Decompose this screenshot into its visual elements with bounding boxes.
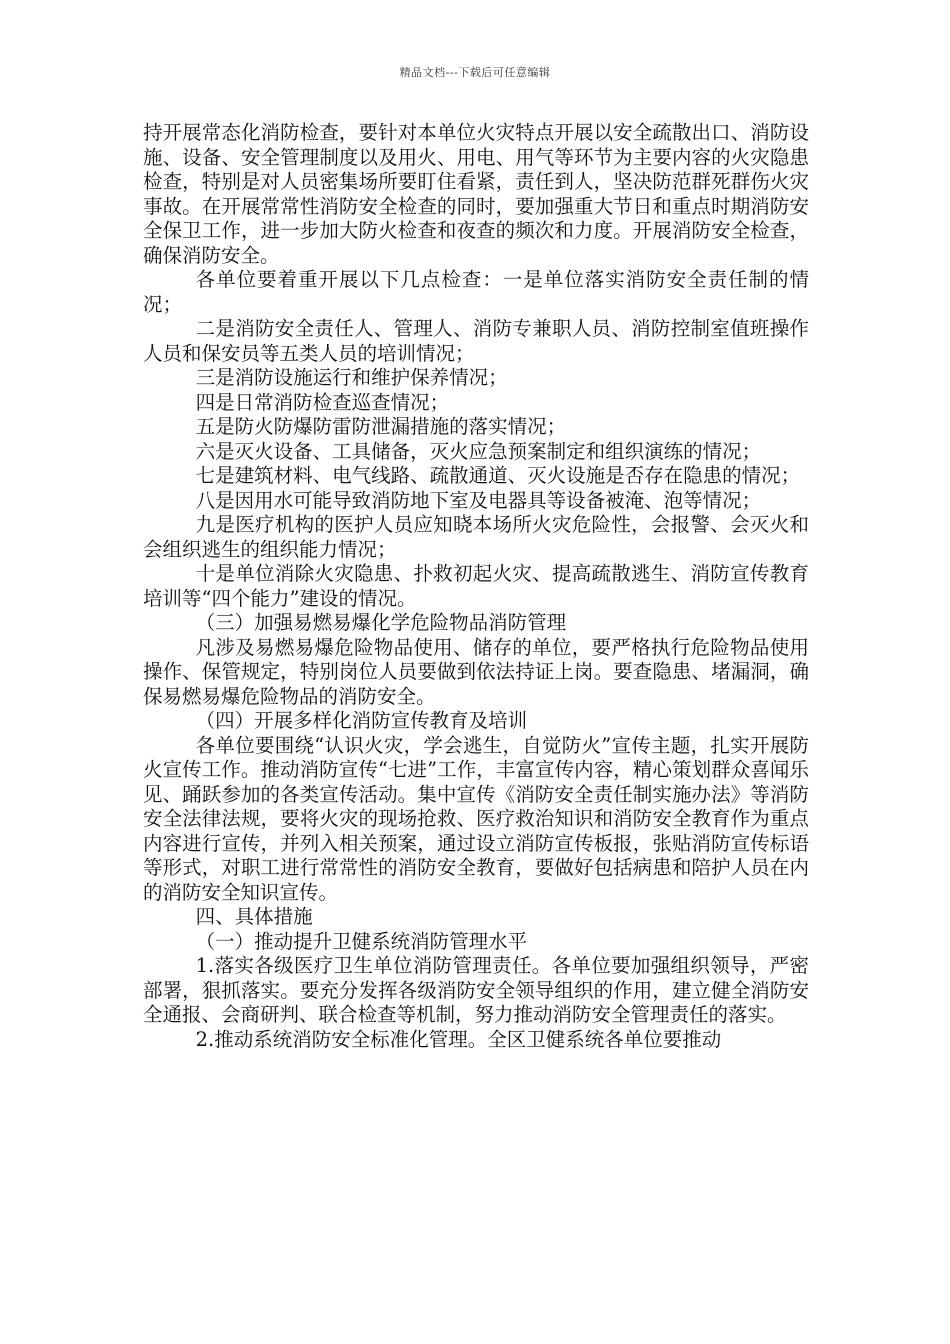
section-heading: （四）开展多样化消防宣传教育及培训: [195, 709, 528, 732]
paragraph: 二是消防安全责任人、管理人、消防专兼职人员、消防控制室值班操作人员和保安员等五类人员的培训情况；: [143, 317, 809, 365]
paragraph: 五是防火防爆防雷防泄漏措施的落实情况；: [195, 415, 567, 438]
page-header: 精品文档---下载后可任意编辑: [399, 66, 551, 79]
paragraph: 六是灭火设备、工具储备，灭火应急预案制定和组织演练的情况；: [195, 439, 762, 463]
section-heading: 四、具体措施: [195, 905, 313, 928]
section-heading: （一）推动提升卫健系统消防管理水平: [195, 929, 528, 953]
section-heading: （三）加强易燃易爆化学危险物品消防管理: [195, 611, 567, 634]
paragraph: 各单位要着重开展以下几点检查：一是单位落实消防安全责任制的情况；: [143, 268, 809, 316]
paragraph: 2.推动系统消防安全标准化管理。全区卫健系统各单位要推动: [195, 1027, 722, 1051]
paragraph: 凡涉及易燃易爆危险物品使用、储存的单位，要严格执行危险物品使用操作、保管规定，特别岗位人员要做到依法持证上岗。要查隐患、堵漏洞，确保易燃易爆危险物品的消防安全。: [143, 635, 809, 708]
paragraph: 十是单位消除火灾隐患、扑救初起火灾、提高疏散逃生、消防宣传教育培训等“四个能力”建设的情况。: [143, 562, 809, 610]
paragraph: 各单位要围绕“认识火灾，学会逃生，自觉防火”宣传主题，扎实开展防火宣传工作。推动消防宣传“七进”工作，丰富宣传内容，精心策划群众喜闻乐见、踊跃参加的各类宣传活动。集中宣传《消防安全责任制实施办法》等消防安全法律法规，要将火灾的现场抢救、医疗救治知识和消防安全教育作为重点内容进行宣传，并列入相关预案，通过设立消防宣传板报，张贴消防宣传标语等形式，对职工进行常常性的消防安全教育，要做好包括病患和陪护人员在内的消防安全知识宣传。: [143, 733, 809, 904]
paragraph: 1.落实各级医疗卫生单位消防管理责任。各单位要加强组织领导，严密部署，狠抓落实。要充分发挥各级消防安全领导组织的作用，建立健全消防安全通报、会商研判、联合检查等机制，努力推动消防安全管理责任的落实。: [143, 954, 809, 1026]
document-body: [143, 121, 809, 1052]
paragraph: 七是建筑材料、电气线路、疏散通道、灭火设施是否存在隐患的情况；: [195, 464, 801, 487]
paragraph: 九是医疗机构的医护人员应知晓本场所火灾危险性，会报警、会灭火和会组织逃生的组织能力情况；: [143, 513, 809, 561]
paragraph: 四是日常消防检查巡查情况；: [195, 390, 450, 414]
paragraph: 三是消防设施运行和维护保养情况；: [195, 366, 508, 389]
paragraph: 八是因用水可能导致消防地下室及电器具等设备被淹、泡等情况；: [195, 488, 762, 512]
paragraph: 持开展常态化消防检查，要针对本单位火灾特点开展以安全疏散出口、消防设施、设备、安全管理制度以及用火、用电、用气等环节为主要内容的火灾隐患检查，特别是对人员密集场所要盯住看紧，责任到人，坚决防范群死群伤火灾事故。在开展常常性消防安全检查的同时，要加强重大节日和重点时期消防安全保卫工作，进一步加大防火检查和夜查的频次和力度。开展消防安全检查，确保消防安全。: [143, 121, 809, 267]
